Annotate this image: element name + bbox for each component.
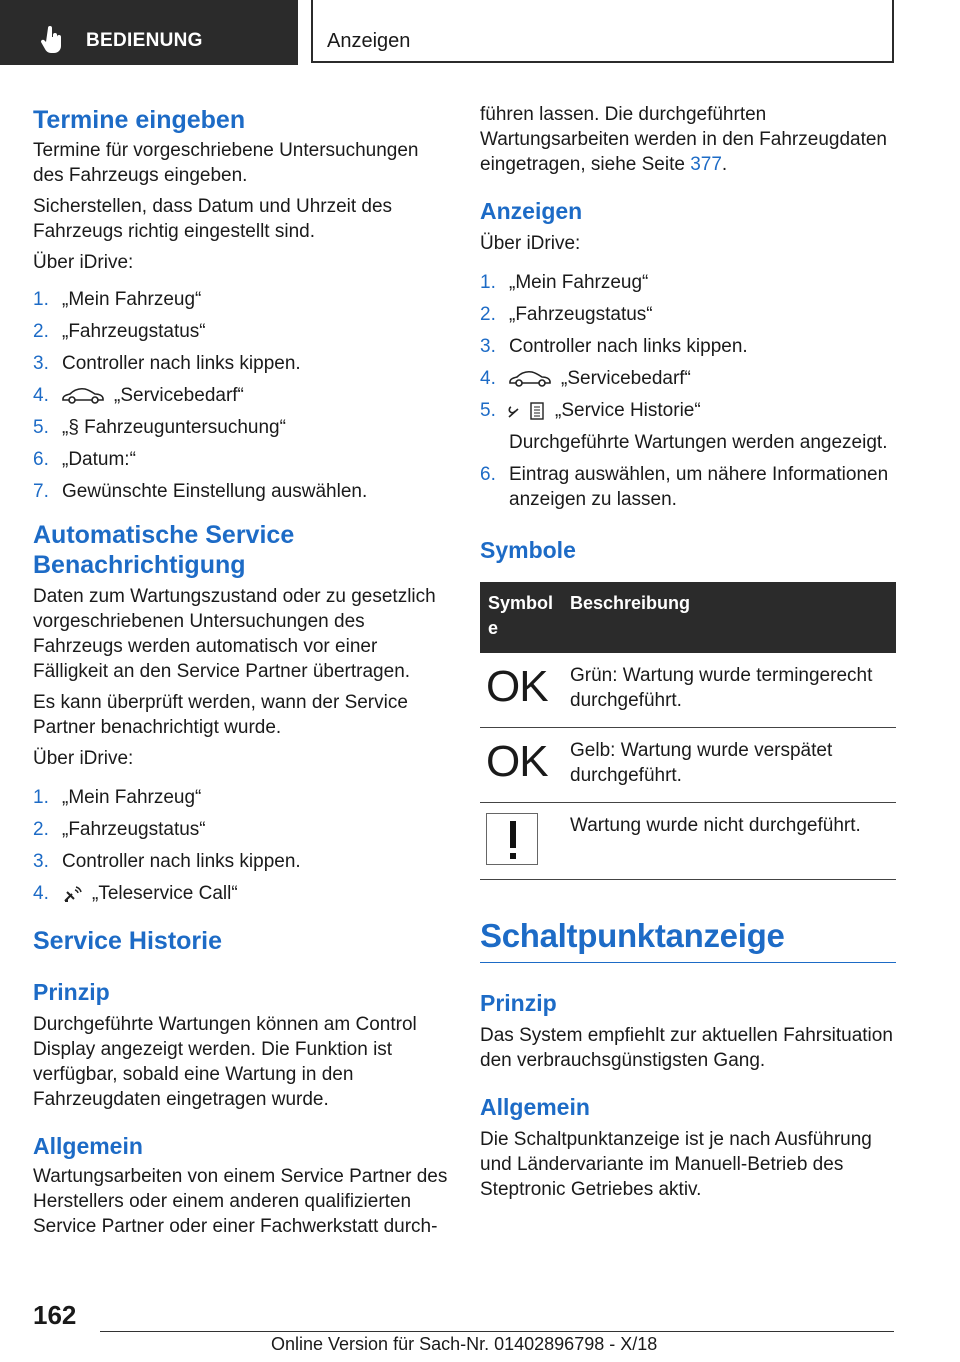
symbols-table	[480, 582, 896, 880]
page-header	[0, 0, 960, 66]
hand-pointer-icon	[40, 26, 64, 54]
list-item: 1. „Mein Fahrzeug“	[33, 289, 202, 310]
symbol-cell	[480, 728, 562, 803]
teleservice-icon	[62, 884, 84, 904]
page-reference-link[interactable]: 377	[690, 154, 722, 175]
table-header-symbol: Symbole	[480, 582, 562, 653]
left-column	[33, 100, 449, 1239]
list-item: 3. Controller nach links kippen.	[33, 353, 301, 374]
termine-paragraph-3: Über iDrive:	[33, 252, 134, 273]
termine-title: Termine eingeben	[33, 106, 246, 134]
footer-divider	[100, 1331, 894, 1332]
list-item: 6. Eintrag auswählen, um nähere Informationen anzeigen zu lassen.	[480, 464, 889, 510]
exclamation-icon	[486, 813, 538, 865]
schaltpunkt-heading	[480, 916, 896, 963]
ok-symbol: OK	[486, 662, 548, 711]
chapter-tab	[311, 0, 894, 63]
list-item: 4. „Servicebedarf“	[480, 368, 691, 389]
list-item: 1. „Mein Fahrzeug“	[480, 272, 649, 293]
schalt-allgemein-title: Allgemein	[480, 1094, 590, 1120]
symbol-cell	[480, 653, 562, 728]
list-item: 2. „Fahrzeugstatus“	[33, 819, 206, 840]
continued-paragraph: führen lassen. Die durchgeführten Wartungsarbeiten werden in den Fahrzeugdaten eingetragen, siehe Seite 377.	[480, 104, 887, 175]
description-cell: Wartung wurde nicht durchgeführt.	[562, 803, 896, 880]
car-icon	[60, 386, 106, 406]
list-item: 7. Gewünschte Einstellung auswählen.	[33, 481, 368, 502]
list-item: 2. „Fahrzeugstatus“	[33, 321, 206, 342]
termine-paragraph-1: Termine für vorgeschriebene Untersuchungen des Fahrzeugs eingeben.	[33, 140, 419, 186]
right-column	[480, 96, 896, 1202]
table-row	[480, 803, 896, 880]
allgemein-title: Allgemein	[33, 1133, 143, 1159]
anzeigen-steps	[480, 270, 896, 512]
ok-symbol: OK	[486, 737, 548, 786]
service-historie-title: Service Historie	[33, 927, 222, 955]
termine-steps	[33, 287, 449, 504]
symbol-cell	[480, 803, 562, 880]
auto-paragraph-3: Über iDrive:	[33, 748, 134, 769]
allgemein-paragraph: Wartungsarbeiten von einem Service Partner des Herstellers oder einem anderen qualifizierten Service Partner oder einer Fachwerkstatt durch-	[33, 1166, 448, 1237]
page-number: 162	[33, 1300, 77, 1330]
description-cell: Grün: Wartung wurde termingerecht durchgeführt.	[562, 653, 896, 728]
prinzip-title: Prinzip	[33, 979, 110, 1005]
schalt-allgemein-paragraph: Die Schaltpunktanzeige ist je nach Ausführung und Ländervariante im Manuell-Betrieb des Steptronic Getriebes aktiv.	[480, 1129, 872, 1200]
auto-paragraph-2: Es kann überprüft werden, wann der Service Partner benachrichtigt wurde.	[33, 692, 408, 738]
list-item: 4. „Servicebedarf“	[33, 385, 244, 406]
auto-steps	[33, 785, 449, 906]
footer-version-text: Online Version für Sach-Nr. 01402896798 - X/18	[271, 1334, 658, 1354]
chapter-label: Anzeigen	[327, 30, 411, 52]
list-item: 4. „Teleservice Call“	[33, 883, 238, 904]
anzeigen-title: Anzeigen	[480, 198, 583, 224]
symbole-title: Symbole	[480, 537, 576, 563]
table-header-description: Beschreibung	[562, 582, 896, 653]
table-row	[480, 728, 896, 803]
list-item: 1. „Mein Fahrzeug“	[33, 787, 202, 808]
schalt-prinzip-paragraph: Das System empfiehlt zur aktuellen Fahrsituation den verbrauchsgünstigsten Gang.	[480, 1025, 893, 1071]
list-item: 6. „Datum:“	[33, 449, 136, 470]
list-item: 5. „§ Fahrzeuguntersuchung“	[33, 417, 286, 438]
schaltpunkt-title: Schaltpunktanzeige	[480, 917, 785, 954]
step-sub-text: Durchgeführte Wartungen werden angezeigt.	[509, 432, 888, 453]
table-row	[480, 653, 896, 728]
schalt-prinzip-title: Prinzip	[480, 990, 557, 1016]
list-item: 2. „Fahrzeugstatus“	[480, 304, 653, 325]
auto-paragraph-1: Daten zum Wartungszustand oder zu gesetzlich vorgeschriebenen Untersuchungen des Fahrzeugs werden automatisch vor einer Fälligkeit an den Service Partner übertragen.	[33, 586, 436, 682]
termine-paragraph-2: Sicherstellen, dass Datum und Uhrzeit des Fahrzeugs richtig eingestellt sind.	[33, 196, 393, 242]
service-history-icon	[507, 400, 547, 422]
auto-service-title: Automatische Service Benachrichtigung	[33, 521, 295, 579]
description-cell: Gelb: Wartung wurde verspätet durchgeführt.	[562, 728, 896, 803]
list-item: 3. Controller nach links kippen.	[33, 851, 301, 872]
list-item: 5. „Service Historie“ Durchgeführte Wartungen werden angezeigt.	[480, 398, 896, 455]
list-item: 3. Controller nach links kippen.	[480, 336, 748, 357]
prinzip-paragraph: Durchgeführte Wartungen können am Control Display angezeigt werden. Die Funktion ist verfügbar, sobald eine Wartung in den Fahrzeugdaten eingetragen wurde.	[33, 1014, 417, 1110]
section-tab	[0, 0, 298, 65]
anzeigen-paragraph: Über iDrive:	[480, 233, 581, 254]
section-label: BEDIENUNG	[86, 30, 203, 51]
car-icon	[507, 369, 553, 389]
